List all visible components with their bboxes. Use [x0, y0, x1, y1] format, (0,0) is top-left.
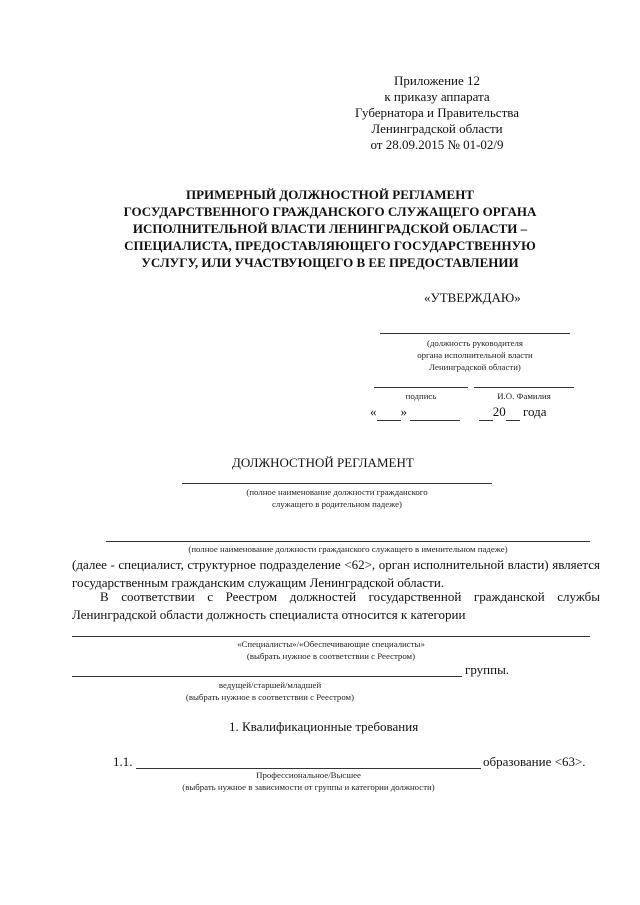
regulation-heading: ДОЛЖНОСТНОЙ РЕГЛАМЕНТ — [232, 455, 414, 470]
paragraph-registry: В соответствии с Реестром должностей государственной гражданской службы Ленинградской области должность специалиста относится к категории — [72, 589, 600, 622]
title-line: СПЕЦИАЛИСТА, ПРЕДОСТАВЛЯЮЩЕГО ГОСУДАРСТВЕННУЮ — [124, 238, 536, 253]
appendix-line: Приложение 12 — [393, 73, 481, 88]
approval-date: « » 20 года — [370, 404, 547, 419]
appendix-reference — [327, 73, 547, 153]
document-title — [95, 186, 565, 271]
category-line[interactable] — [72, 636, 590, 637]
appendix-line: Ленинградской области — [371, 121, 503, 136]
section-heading: 1. Квалификационные требования — [229, 719, 419, 734]
year-prefix-field[interactable] — [479, 404, 493, 421]
item-suffix: образование <63>. — [483, 754, 586, 769]
item-number: 1.1. — [113, 754, 133, 769]
paragraph-specialist: (далее - специалист, структурное подразделение <62>, орган исполнительной власти) является государственным гражданским служащим Ленинградской области. — [72, 557, 600, 590]
appendix-line: к приказу аппарата — [384, 89, 490, 104]
group-line[interactable] — [72, 676, 462, 677]
title-line: ИСПОЛНИТЕЛЬНОЙ ВЛАСТИ ЛЕНИНГРАДСКОЙ ОБЛАСТИ – — [132, 221, 528, 236]
approval-heading: «УТВЕРЖДАЮ» — [424, 290, 521, 305]
name-line[interactable] — [474, 387, 574, 388]
title-line: ПРИМЕРНЫЙ ДОЛЖНОСТНОЙ РЕГЛАМЕНТ — [186, 187, 474, 202]
signature-label: подпись — [405, 391, 437, 401]
signature-line[interactable] — [374, 387, 468, 388]
day-field[interactable] — [377, 404, 401, 421]
nominative-hint: (полное наименование должности гражданского служащего в именительном падеже) — [188, 544, 508, 554]
position-hint: (должность руководителя органа исполнительной власти Ленинградской области) — [417, 338, 533, 372]
appendix-line: Губернатора и Правительства — [355, 105, 519, 120]
title-line: УСЛУГУ, ИЛИ УЧАСТВУЮЩЕГО В ЕЕ ПРЕДОСТАВЛЕНИИ — [141, 255, 519, 270]
name-label: И.О. Фамилия — [497, 391, 551, 401]
group-hint: ведущей/старшей/младшей (выбрать нужное в соответствии с Реестром) — [185, 680, 355, 702]
position-line[interactable] — [380, 333, 570, 334]
category-hint: «Специалисты»/«Обеспечивающие специалисты» (выбрать нужное в соответствии с Реестром) — [237, 639, 425, 661]
year-field[interactable] — [506, 404, 520, 421]
nominative-position-line[interactable] — [106, 541, 590, 542]
title-line: ГОСУДАРСТВЕННОГО ГРАЖДАНСКОГО СЛУЖАЩЕГО ОРГАНА — [123, 204, 537, 219]
appendix-line: от 28.09.2015 № 01-02/9 — [370, 137, 504, 152]
genitive-hint: (полное наименование должности гражданского служащего в родительном падеже) — [246, 487, 428, 509]
month-field[interactable] — [410, 404, 460, 421]
education-hint: Профессиональное/Высшее (выбрать нужное в зависимости от группы и категории должности) — [182, 770, 435, 792]
genitive-position-line[interactable] — [182, 483, 492, 484]
group-suffix: группы. — [465, 662, 510, 677]
